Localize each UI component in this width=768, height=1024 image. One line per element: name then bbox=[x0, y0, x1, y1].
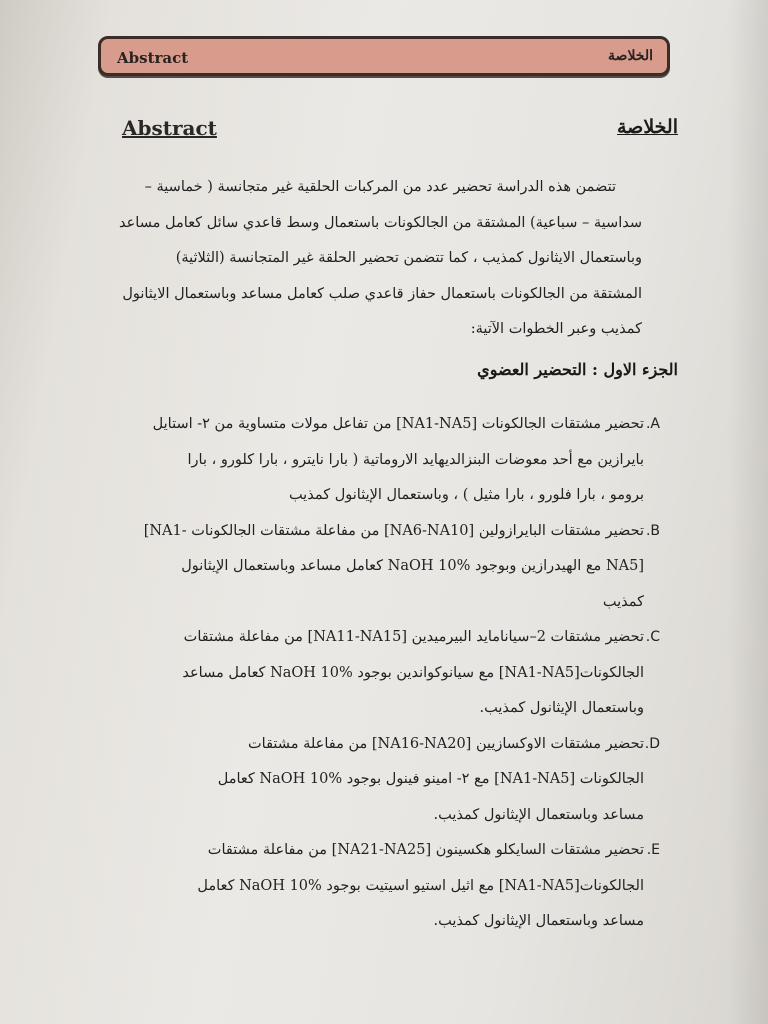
step-letter: C. bbox=[645, 629, 660, 645]
step-line: مساعد وباستعمال الإيثانول كمذيب. bbox=[433, 806, 644, 823]
intro-line: المشتقة من الجالكونات باستعمال حفاز قاعدي صلب كعامل مساعد وباستعمال الايثانول bbox=[122, 285, 642, 302]
step-line: تحضير مشتقات السايكلو هكسينون [NA21-NA25] من مفاعلة مشتقات bbox=[207, 842, 644, 858]
step-item-a bbox=[110, 407, 660, 514]
step-letter: D. bbox=[644, 735, 660, 752]
title-arabic: الخلاصة bbox=[617, 116, 678, 138]
step-line: تحضير مشتقات الاوكسازيين [NA16-NA20] من مفاعلة مشتقات bbox=[248, 735, 644, 752]
intro-line: وباستعمال الايثانول كمذيب ، كما تتضمن تحضير الحلقة غير المتجانسة (الثلاثية) bbox=[175, 250, 642, 266]
section-title: الجزء الاول : التحضير العضوي bbox=[477, 360, 678, 379]
step-letter: E. bbox=[646, 842, 660, 858]
step-line: الجالكونات[NA1-NA5] مع سيانوكواندين بوجود NaOH 10% كعامل مساعد bbox=[182, 664, 644, 681]
intro-line: كمذيب وعبر الخطوات الآتية: bbox=[470, 321, 642, 337]
header-english-label: Abstract bbox=[117, 49, 189, 67]
step-item-e bbox=[110, 833, 660, 940]
step-item-c bbox=[110, 620, 660, 727]
step-line: بايرازين مع أحد معوضات البنزالديهايد الاروماتية ( بارا نايترو ، بارا كلورو ، بارا bbox=[187, 451, 644, 468]
step-letter: A. bbox=[645, 416, 660, 432]
step-item-d bbox=[110, 727, 660, 834]
step-line: تحضير مشتقات البايرازولين [NA6-NA10] من مفاعلة مشتقات الجالكونات -NA1] bbox=[143, 522, 644, 539]
step-letter: B. bbox=[645, 522, 660, 539]
steps-list bbox=[110, 407, 660, 940]
step-line: الجالكونات [NA1-NA5] مع ٢- امينو فينول بوجود NaOH 10% كعامل bbox=[217, 771, 644, 787]
step-line: تحضير مشتقات الجالكونات [NA1-NA5] من تفاعل مولات متساوية من ٢- استايل bbox=[152, 416, 644, 432]
step-line: الجالكونات[NA1-NA5] مع اثيل استيو اسيتيت بوجود NaOH 10% كعامل bbox=[197, 877, 644, 894]
header-banner bbox=[98, 36, 670, 76]
step-item-b bbox=[110, 514, 660, 621]
intro-line: تتضمن هذه الدراسة تحضير عدد من المركبات الحلقية غير متجانسة ( خماسية – bbox=[144, 179, 616, 195]
step-line: [NA5 مع الهيدرازين وبوجود NaOH 10% كعامل مساعد وباستعمال الإيثانول bbox=[181, 558, 644, 574]
title-english: Abstract bbox=[122, 116, 217, 140]
step-line: تحضير مشتقات 2–سيانامايد البيرميدين [NA11-NA15] من مفاعلة مشتقات bbox=[183, 629, 644, 645]
step-line: برومو ، بارا فلورو ، بارا مثيل ) ، وباستعمال الإيثانول كمذيب bbox=[288, 487, 644, 503]
page-edge-shadow bbox=[728, 0, 768, 1024]
header-arabic-label: الخلاصة bbox=[608, 48, 653, 64]
step-line: مساعد وباستعمال الإيثانول كمذيب. bbox=[433, 913, 644, 929]
step-line: وباستعمال الإيثانول كمذيب. bbox=[479, 700, 644, 716]
intro-paragraph bbox=[112, 170, 642, 348]
step-line: كمذيب bbox=[602, 593, 644, 610]
intro-line: سداسية – سباعية) المشتقة من الجالكونات باستعمال وسط قاعدي سائل كعامل مساعد bbox=[119, 214, 642, 231]
